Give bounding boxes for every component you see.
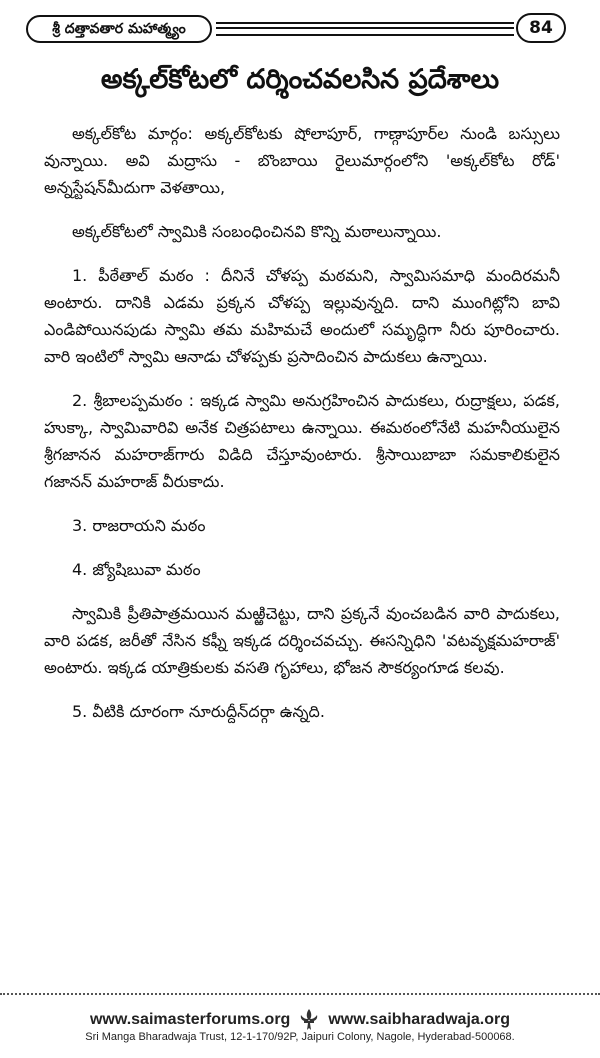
book-title: శ్రీ దత్తావతార మహాత్మ్యం <box>26 15 212 43</box>
fleur-de-lis-icon <box>296 1007 322 1033</box>
page-header <box>6 10 594 50</box>
footer-address: Sri Manga Bharadwaja Trust, 12-1-170/92P, Jaipuri Colony, Nagole, Hyderabad-500068. <box>85 1031 515 1043</box>
site-link-right[interactable]: www.saibharadwaja.org <box>328 1011 511 1028</box>
paragraph-matham-3: 3. రాజరాయని మఠం <box>72 516 206 535</box>
paragraph-matham-2: 2. శ్రీబాలప్పమఠం : ఇక్కడ స్వామి అనుగ్రహించిన పాదుకలు, రుద్రాక్షలు, పడక, హుక్కా, స్వామివారివి అనేక చిత్రపటాలు ఉన్నాయి. ఈమఠంలోనేటి మహనీయులైన శ్రీగజానన మహరాజ్‌గారు విడిది చేస్తూవుంటారు. శ్రీసాయిబాబా సమకాలికులైన గజానన్ మహరాజ్ వీరుకాదు. <box>44 391 560 491</box>
chapter-heading: అక్కల్‌కోటలో దర్శించవలసిన ప్రదేశాలు <box>100 64 500 95</box>
paragraph-route: అక్కల్‌కోట మార్గం: అక్కల్‌కోటకు షోలాపూర్, గాణ్గాపూర్‌ల నుండి బస్సులు వున్నాయి. అవి మద్రాసు - బొంబాయి రైలుమార్గంలోని 'అక్కల్‌కోట రోడ్' అన్నస్టేషన్‌మీదుగా వెళతాయి, <box>44 124 560 197</box>
site-link-left[interactable]: www.saimasterforums.org <box>89 1011 291 1028</box>
paragraph-intro: అక్కల్‌కోటలో స్వామికి సంబంధించినవి కొన్ని మఠాలున్నాయి. <box>72 222 442 241</box>
paragraph-matham-4: 4. జ్యోషిబువా మఠం <box>72 560 201 579</box>
page-number: 84 <box>516 13 566 43</box>
paragraph-banyan: స్వామికి ప్రీతిపాత్రమయిన మఱ్ఱిచెట్టు, దాని ప్రక్కనే వుంచబడిన వారి పాదుకలు, వారి పడక, జరీతో నేసిన కఫ్నీ ఇక్కడ దర్శించవచ్చు. ఈసన్నిధిని 'వటవృక్షమహరాజ్' అంటారు. ఇక్కడ యాత్రికులకు వసతి గృహాలు, భోజన సౌకర్యంగూడ కలవు. <box>44 604 560 677</box>
footer-divider <box>0 993 600 995</box>
page-content <box>44 120 560 742</box>
paragraph-dargah: 5. వీటికి దూరంగా నూరుద్దీన్‌దర్గా ఉన్నది. <box>72 702 325 721</box>
paragraph-matham-1: 1. పీఠేతాల్ మఠం : దీనినే చోళప్ప మఠమని, స్వామిసమాధి మందిరమనీ అంటారు. దానికి ఎడమ ప్రక్కన చోళప్ప ఇల్లువున్నది. దాని ముంగిట్లోని బావి ఎండిపోయినపుడు స్వామి తమ మహిమచే అందులో సమృద్ధిగా నీరు పూరించారు. వారి ఇంటిలో స్వామి ఆనాడు చోళప్పకు ప్రసాదించిన పాదుకలు ఉన్నాయి. <box>44 266 560 366</box>
page-footer <box>0 985 600 1058</box>
footer-sites <box>0 1007 600 1033</box>
header-rule <box>216 22 514 36</box>
